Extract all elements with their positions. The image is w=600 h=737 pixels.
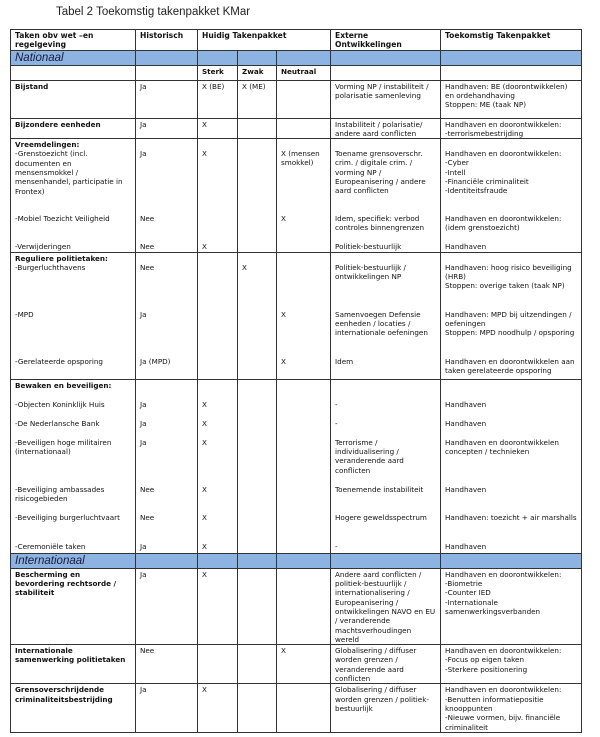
toekomst-item: Handhaven: toezicht + air marshalls [445,512,577,522]
hist-item: Ja (MPD) [140,356,171,366]
neutraal-cell [277,118,331,139]
zwak-item: X [242,262,247,272]
section-label: Nationaal [11,50,136,65]
zwak-cell [238,118,277,139]
toekomst-cell [441,80,582,118]
section-internationaal [11,553,582,568]
toekomst-item: Handhaven [445,541,487,551]
sterk-item: X [202,484,207,494]
toekomst-item: Handhaven en doorontwikkelen concepten / technieken [445,437,559,457]
sterk-cell [198,139,238,253]
hist-item: Nee [140,214,155,224]
table-row [11,118,582,139]
table-row [11,684,582,732]
toekomst-cell [441,139,582,253]
neutraal-item: X (mensen smokkel) [281,149,320,168]
historisch-cell: Ja [136,80,198,118]
toekomst-cell [441,379,582,553]
hist-item: Nee [140,242,155,252]
toekomst-item: Handhaven [445,418,487,428]
extern-item: - [335,399,338,409]
sterk-item: X [202,242,207,252]
taak-item: -Burgerluchthavens [15,263,86,273]
toekomst-item: Handhaven: MPD bij uitzendingen / oefeningen Stoppen: MPD noodhulp / opsporing [445,309,575,338]
hist-item: Nee [140,262,155,272]
taak-item: -De Nederlansche Bank [15,418,100,428]
extern-item: Terrorisme / individualisering / veranderende aard conflicten [335,437,404,475]
sterk-item: X [202,149,207,159]
col-header-extern: Externe Ontwikkelingen [331,30,441,51]
takenpakket-table [10,29,582,733]
group-heading: Reguliere politietaken: [15,253,108,263]
neutraal-cell [277,80,331,118]
toekomst-item: Handhaven en doorontwikkelen: (idem grenstoezicht) [445,214,562,233]
toekomst-cell: Handhaven en doorontwikkelen: -Focus op eigen taken -Sterkere positionering [441,645,582,684]
toekomst-cell: Handhaven en doorontwikkelen: -Benutten informatiepositie knooppunten -Nieuwe vormen, bijv. financiële criminaliteit [441,684,582,732]
col-header-sterk: Sterk [198,65,238,80]
historisch-cell [136,379,198,553]
taak-cell: Grensoverschrijdende criminaliteitsbestrijding [11,684,136,732]
taak-item: -Grenstoezicht (incl. documenten en mensensmokkel / mensenhandel, participatie in Frontex) [15,149,123,196]
toekomst-item: Handhaven en doorontwikkelen: -Cyber -Intell -Financiële criminaliteit -Identiteitsfraude [445,149,562,196]
zwak-cell [238,645,277,684]
zwak-cell [238,139,277,253]
taak-item: -Gerelateerde opsporing [15,357,103,367]
hist-item: Ja [140,541,147,551]
taak-cell: Bijzondere eenheden [11,118,136,139]
taak-item: -MPD [15,310,34,320]
extern-cell: Globalisering / diffuser worden grenzen / veranderende aard conflicten [331,645,441,684]
neutraal-cell: X [277,645,331,684]
header-row [11,30,582,51]
extern-cell: Andere aard conflicten / politiek-bestuurlijk / internationalisering / Europeanisering / ontwikkelingen NAVO en EU / veranderende machtsverhoudingen wereld [331,568,441,644]
historisch-cell: Ja [136,684,198,732]
zwak-cell [238,252,277,379]
taak-item: -Mobiel Toezicht Veiligheid [15,214,110,224]
sterk-cell [198,379,238,553]
zwak-cell [238,568,277,644]
sterk-item: X [202,437,207,447]
toekomst-line: -terrorismebestrijding [445,128,524,138]
extern-item: Politiek-bestuurlijk / ontwikkelingen NP [335,262,406,282]
historisch-cell: Ja [136,568,198,644]
taak-item: -Beveiliging burgerluchtvaart [15,512,120,522]
extern-cell [331,379,441,553]
historisch-cell [136,139,198,253]
table-caption: Tabel 2 Toekomstig takenpakket KMar [56,6,251,18]
zwak-cell [238,684,277,732]
extern-item: - [335,418,338,428]
hist-item: Ja [140,309,147,319]
neutraal-item: X [281,309,286,319]
taak-item: -Verwijderingen [15,242,71,252]
section-nationaal [11,50,582,65]
table-row [11,80,582,118]
taak-item: -Beveiliging ambassades risicogebieden [15,484,105,504]
extern-item: Toenemende instabiliteit [335,484,424,494]
hist-item: Ja [140,437,147,447]
toekomst-line: Handhaven: BE (doorontwikkelen) en ordehandhaving [445,81,568,100]
neutraal-cell [277,252,331,379]
table-row [11,645,582,684]
extern-item: Idem [335,356,354,366]
extern-item: Samenvoegen Defensie eenheden / locaties / internationale oefeningen [335,309,428,338]
neutraal-cell [277,379,331,553]
historisch-cell [136,252,198,379]
col-header-historisch: Historisch [136,30,198,51]
extern-item: Politiek-bestuurlijk [335,242,402,252]
historisch-cell: Ja [136,118,198,139]
taak-cell: Bescherming en bevordering rechtsorde / stabiliteit [11,568,136,644]
sterk-cell: X (BE) [198,80,238,118]
extern-cell: Globalisering / diffuser worden grenzen / politiek-bestuurlijk [331,684,441,732]
group-heading: Vreemdelingen: [15,140,80,150]
zwak-cell [238,379,277,553]
section-label: Internationaal [11,553,136,568]
sterk-cell [198,645,238,684]
extern-cell [331,252,441,379]
taak-cell [11,139,136,253]
neutraal-cell [277,684,331,732]
hist-item: Nee [140,484,155,494]
taak-item: -Ceremoniële taken [15,541,86,551]
toekomst-item: Handhaven [445,484,487,494]
col-header-taken: Taken obv wet –en regelgeving [11,30,136,51]
group-regulier [11,252,582,379]
hist-item: Ja [140,399,147,409]
col-header-zwak: Zwak [238,65,277,80]
extern-item: - [335,541,338,551]
taak-cell: Internationale samenwerking politietaken [11,645,136,684]
sterk-item: X [202,512,207,522]
neutraal-cell [277,568,331,644]
toekomst-item: Handhaven [445,399,487,409]
taak-item: -Beveiligen hoge militairen (internationaal) [15,437,112,457]
group-heading: Bewaken en beveiligen: [15,380,112,390]
extern-cell: Vorming NP / instabiliteit / polarisatie samenleving [331,80,441,118]
sterk-item: X [202,399,207,409]
hist-item: Ja [140,418,147,428]
historisch-cell: Nee [136,645,198,684]
sterk-cell: X [198,568,238,644]
toekomst-cell: Handhaven en doorontwikkelen: -Biometrie -Counter IED -Internationale samenwerkingsverbanden [441,568,582,644]
col-header-huidig: Huidig Takenpakket [198,30,331,51]
toekomst-item: Handhaven: hoog risico beveiliging (HRB) Stoppen: overige taken (taak NP) [445,262,572,291]
toekomst-cell [441,252,582,379]
subheader-row [11,65,582,80]
toekomst-cell [441,118,582,139]
toekomst-item: Handhaven [445,242,487,252]
neutraal-cell [277,139,331,253]
toekomst-item: Handhaven en doorontwikkelen aan taken gerelateerde opsporing [445,356,575,376]
extern-item: Idem, specifiek: verbod controles binnengrenzen [335,214,425,233]
toekomst-line: Stoppen: ME (taak NP) [445,100,527,110]
sterk-item [202,214,234,242]
extern-item: Toename grensoverschr. crim. / digitale crim. / vorming NP / Europeanisering / andere aard conflicten [335,149,426,196]
neutraal-item: X [281,356,286,366]
taak-cell [11,379,136,553]
neutraal-item: X [281,214,286,224]
zwak-cell: X (ME) [238,80,277,118]
col-header-toekomst: Toekomstig Takenpakket [441,30,582,51]
taak-item: -Objecten Koninklijk Huis [15,399,105,409]
sterk-cell: X [198,118,238,139]
col-header-neutraal: Neutraal [277,65,331,80]
extern-item: Hogere geweldsspectrum [335,512,427,522]
hist-item: Ja [140,149,147,159]
sterk-cell [198,252,238,379]
sterk-cell: X [198,684,238,732]
extern-cell: Instabiliteit / polarisatie/ andere aard conflicten [331,118,441,139]
taak-cell: Bijstand [11,80,136,118]
toekomst-line: Handhaven en doorontwikkelen: [445,119,562,129]
sterk-item: X [202,418,207,428]
table-row [11,568,582,644]
group-bewaken [11,379,582,553]
hist-item: Nee [140,512,155,522]
extern-cell [331,139,441,253]
group-vreemdelingen [11,139,582,253]
taak-cell [11,252,136,379]
sterk-item: X [202,541,207,551]
